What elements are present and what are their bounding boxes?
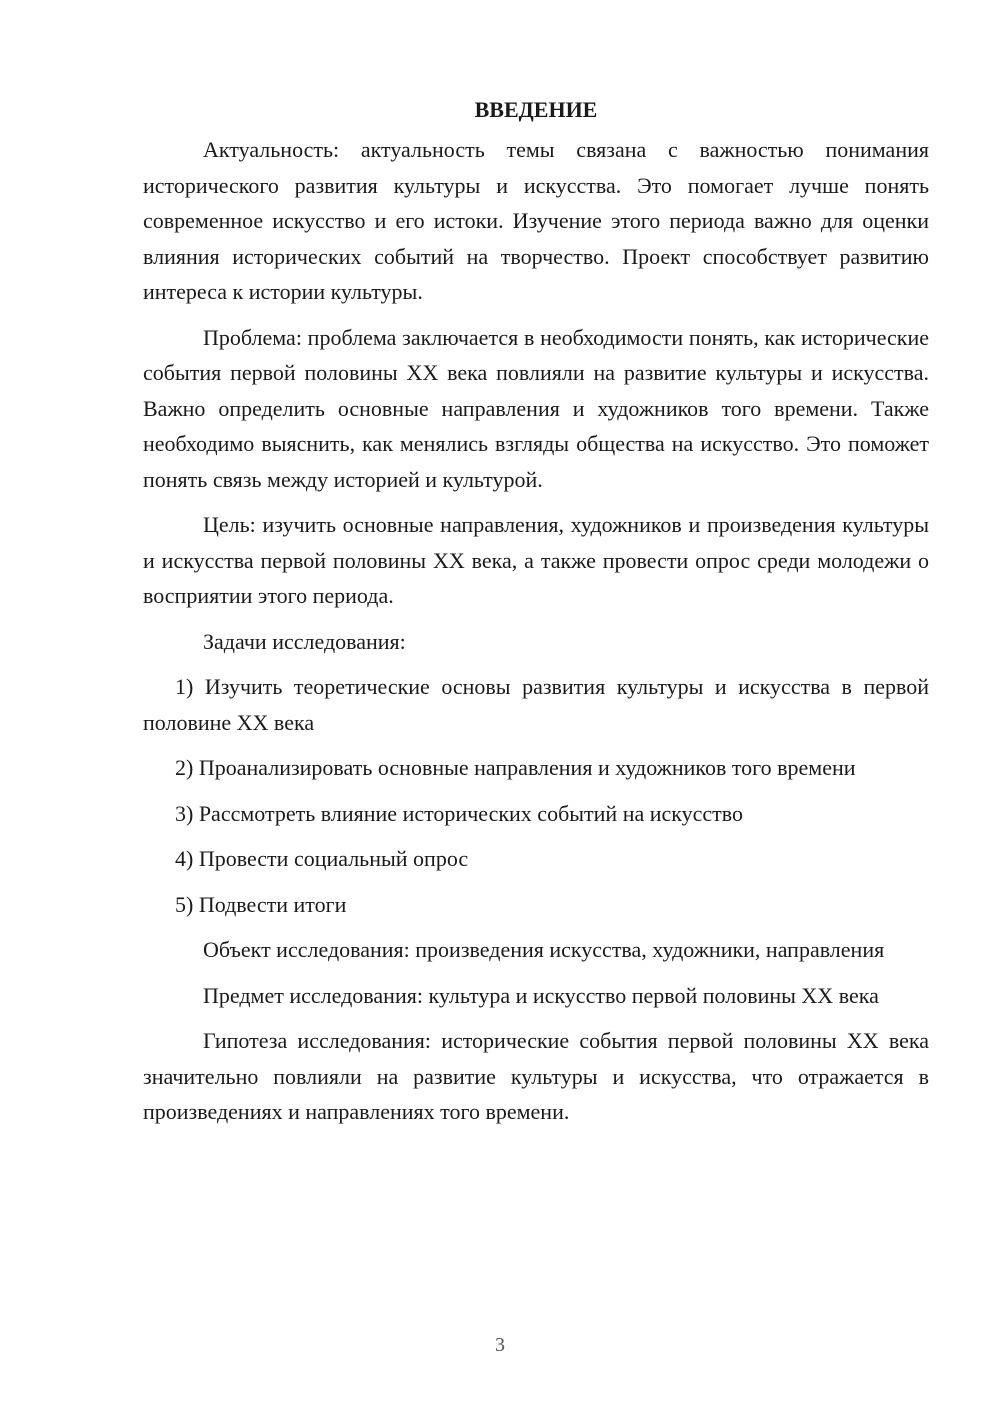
document-page bbox=[143, 92, 929, 1140]
task-item-4: 4) Провести социальный опрос bbox=[175, 846, 469, 871]
paragraph-hypothesis: Гипотеза исследования: исторические события первой половины XX века значительно повлияли на развитие культуры и искусства, что отражается в произведениях и направлениях того времени. bbox=[143, 1028, 929, 1124]
tasks-heading: Задачи исследования: bbox=[203, 628, 406, 654]
task-item-2: 2) Проанализировать основные направления и художников того времени bbox=[175, 755, 856, 780]
paragraph-object: Объект исследования: произведения искусства, художники, направления bbox=[203, 937, 885, 962]
paragraph-subject: Предмет исследования: культура и искусство первой половины XX века bbox=[203, 982, 879, 1008]
paragraph-goal: Цель: изучить основные направления, художников и произведения культуры и искусства первой половины XX века, а также провести опрос среди молодежи о восприятии этого периода. bbox=[143, 512, 929, 608]
paragraph-relevance: Актуальность: актуальность темы связана с важностью понимания исторического развития культуры и искусства. Это помогает лучше понять современное искусство и его истоки. Изучение этого периода важно для оценки влияния исторических событий на творчество. Проект способствует развитию интереса к истории культуры. bbox=[143, 137, 929, 304]
page-number: 3 bbox=[495, 1334, 505, 1356]
task-item-5: 5) Подвести итоги bbox=[175, 891, 347, 917]
document-title: ВВЕДЕНИЕ bbox=[474, 97, 598, 122]
paragraph-problem: Проблема: проблема заключается в необходимости понять, как исторические события первой половины XX века повлияли на развитие культуры и искусства. Важно определить основные направления и художников того времени. Также необходимо выяснить, как менялись взгляды общества на искусство. Это поможет понять связь между историей и культурой. bbox=[143, 324, 929, 492]
task-item-3: 3) Рассмотреть влияние исторических событий на искусство bbox=[175, 800, 744, 826]
task-item-1: 1) Изучить теоретические основы развития культуры и искусства в первой половине XX века bbox=[143, 674, 929, 735]
